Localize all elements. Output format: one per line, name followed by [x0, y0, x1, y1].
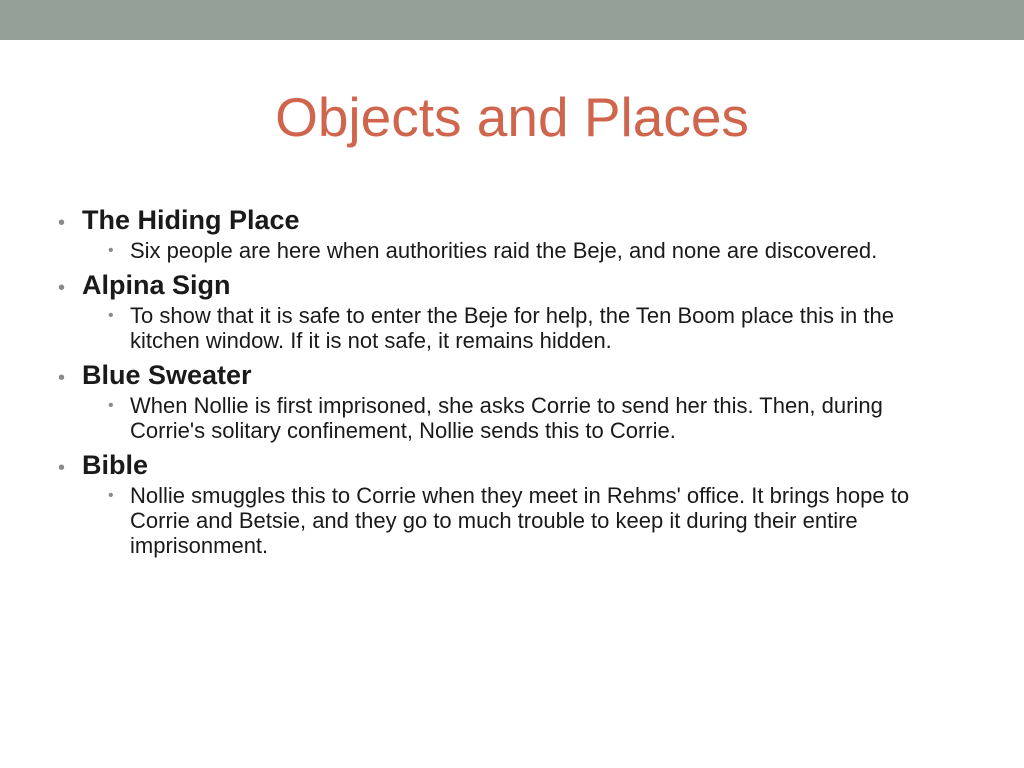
item-description-row	[108, 238, 976, 263]
top-accent-bar	[0, 0, 1024, 40]
item-description-row	[108, 393, 976, 443]
bullet-icon: •	[58, 367, 66, 389]
sub-bullet-icon: •	[108, 242, 114, 259]
item-heading	[56, 202, 976, 238]
bullet-icon: •	[58, 277, 66, 299]
sub-bullet-icon: •	[108, 487, 114, 504]
bullet-list	[56, 202, 976, 562]
item-description: Six people are here when authorities raid the Beje, and none are discovered.	[130, 238, 878, 263]
list-item	[56, 202, 976, 263]
item-description: Nollie smuggles this to Corrie when they meet in Rehms' office. It brings hope to Corrie and Betsie, and they go to much trouble to keep it during their entire imprisonment.	[130, 483, 910, 558]
sub-bullet-icon: •	[108, 307, 114, 324]
sub-bullet-icon: •	[108, 397, 114, 414]
slide-title: Objects and Places	[275, 86, 749, 148]
list-item	[56, 357, 976, 443]
item-label: The Hiding Place	[82, 205, 300, 235]
item-description: To show that it is safe to enter the Beje for help, the Ten Boom place this in the kitchen window. If it is not safe, it remains hidden.	[130, 303, 894, 353]
bullet-icon: •	[58, 457, 66, 479]
bullet-icon: •	[58, 212, 66, 234]
item-description: When Nollie is first imprisoned, she asks Corrie to send her this. Then, during Corrie's solitary confinement, Nollie sends this to Corrie.	[130, 393, 883, 443]
list-item	[56, 447, 976, 558]
item-label: Alpina Sign	[82, 270, 231, 300]
item-heading	[56, 357, 976, 393]
item-description-row	[108, 483, 976, 558]
item-description-row	[108, 303, 976, 353]
item-label: Bible	[82, 450, 149, 480]
item-heading	[56, 447, 976, 483]
item-label: Blue Sweater	[82, 360, 252, 390]
list-item	[56, 267, 976, 353]
item-heading	[56, 267, 976, 303]
